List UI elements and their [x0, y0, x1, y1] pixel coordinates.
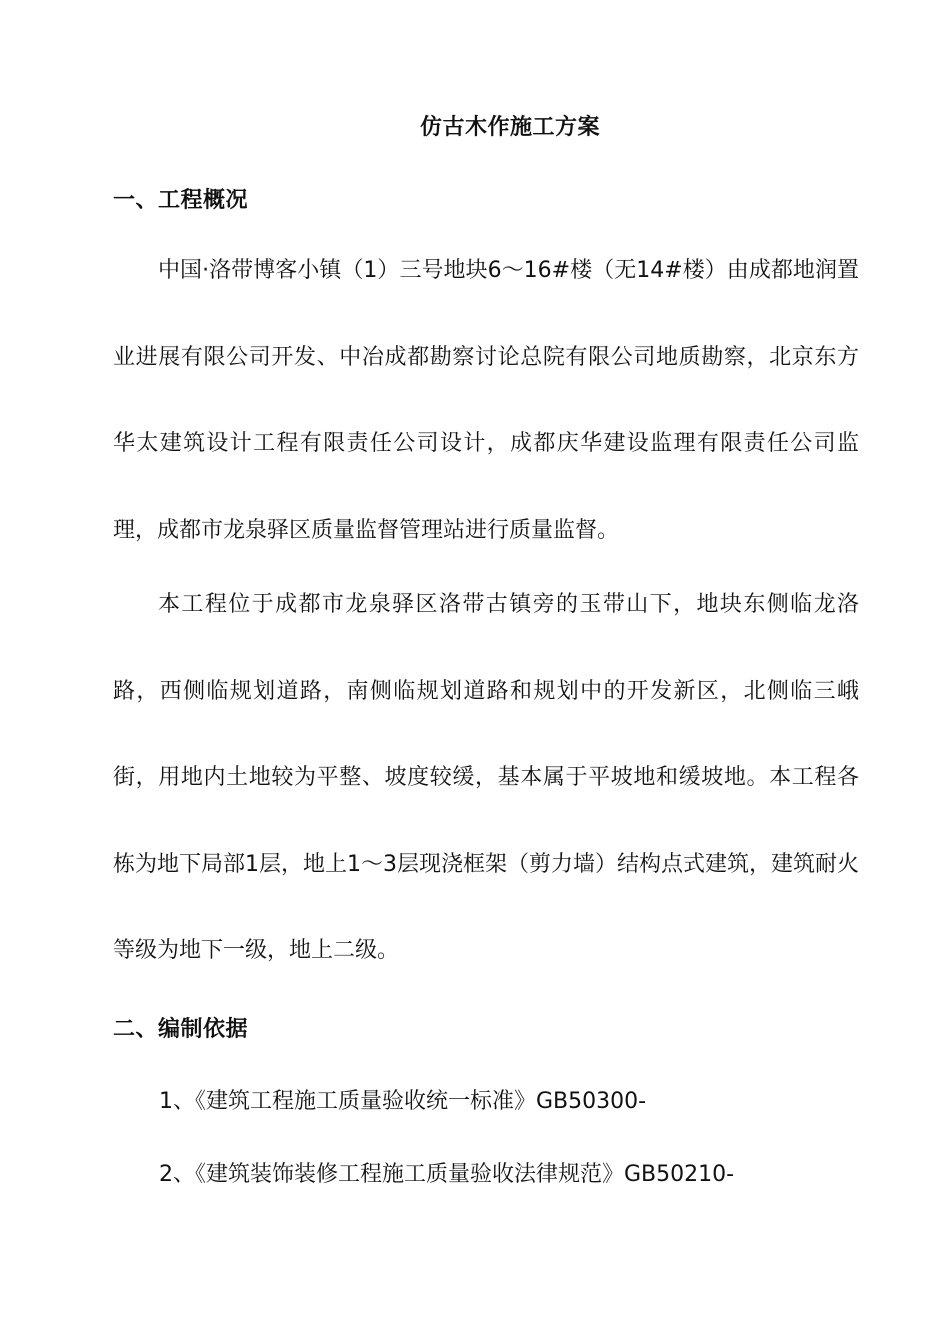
- section-heading-basis: 二、编制依据: [113, 1017, 249, 1042]
- paragraph-project-parties: 中国·洛带博客小镇（1）三号地块6～16#楼（无14#楼）由成都地润置业进展有限公司开发、中冶成都勘察讨论总院有限公司地质勘察，北京东方华太建筑设计工程有限责任公司设计，成都庆华建设监理有限责任公司监理，成都市龙泉驿区质量监督管理站进行质量监督。: [113, 258, 859, 543]
- list-item-standard-2: 2、《建筑装饰装修工程施工质量验收法律规范》GB50210-: [159, 1162, 735, 1187]
- section-heading-overview: 一、工程概况: [113, 188, 249, 213]
- document-title: 仿古木作施工方案: [419, 115, 600, 140]
- paragraph-project-location: 本工程位于成都市龙泉驿区洛带古镇旁的玉带山下，地块东侧临龙洛路，西侧临规划道路，南侧临规划道路和规划中的开发新区，北侧临三峨街，用地内土地较为平整、坡度较缓，基本属于平坡地和缓坡地。本工程各栋为地下局部1层，地上1～3层现浇框架（剪力墙）结构点式建筑，建筑耐火等级为地下一级，地上二级。: [113, 592, 859, 963]
- list-item-standard-1: 1、《建筑工程施工质量验收统一标准》GB50300-: [159, 1089, 647, 1114]
